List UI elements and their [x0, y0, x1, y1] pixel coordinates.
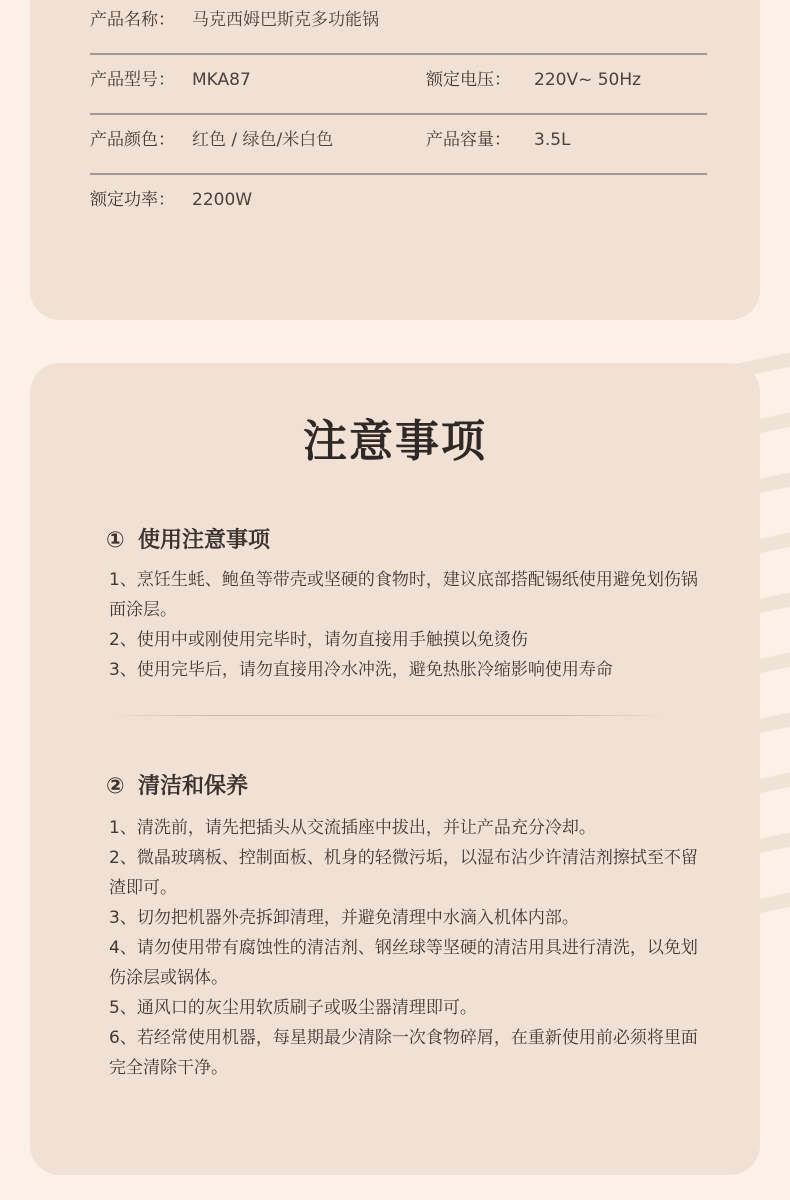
spec-value: 马克西姆巴斯克多功能锅 [192, 10, 379, 30]
list-item: 4、请勿使用带有腐蚀性的清洁剂、钢丝球等坚硬的清洁用具进行清洗，以免划伤涂层或锅体。 [109, 938, 698, 988]
spec-label: 产品型号： [90, 70, 175, 90]
section-heading-usage [106, 523, 270, 554]
spec-label: 额定功率： [90, 190, 175, 210]
section-divider [108, 715, 668, 716]
section-body-usage [109, 565, 709, 685]
spec-label: 产品颜色： [90, 130, 175, 150]
spec-label: 产品容量： [426, 130, 511, 150]
spec-value: MKA87 [192, 70, 251, 90]
list-item: 2、微晶玻璃板、控制面板、机身的轻微污垢，以湿布沾少许清洁剂擦拭至不留渣即可。 [109, 848, 698, 898]
section-heading-cleaning [106, 769, 248, 800]
section-title: 清洁和保养 [138, 774, 249, 799]
section-number: ② [106, 774, 125, 799]
spec-label: 产品名称： [90, 10, 175, 30]
list-item: 1、清洗前，请先把插头从交流插座中拔出，并让产品充分冷却。 [109, 818, 596, 838]
list-item: 1、烹饪生蚝、鲍鱼等带壳或坚硬的食物时，建议底部搭配锡纸使用避免划伤锅面涂层。 [109, 570, 698, 620]
spec-row-color [90, 128, 707, 175]
spec-value: 220V~ 50Hz [534, 70, 642, 90]
list-item: 3、使用完毕后，请勿直接用冷水冲洗，避免热胀冷缩影响使用寿命 [109, 660, 613, 680]
spec-row-power [90, 188, 707, 233]
list-item: 6、若经常使用机器，每星期最少清除一次食物碎屑，在重新使用前必须将里面完全清除干净。 [109, 1028, 698, 1078]
section-title: 使用注意事项 [138, 528, 271, 553]
spec-row-name [90, 8, 707, 55]
spec-value: 3.5L [534, 130, 571, 150]
spec-value: 2200W [192, 190, 253, 210]
list-item: 2、使用中或刚使用完毕时，请勿直接用手触摸以免烫伤 [109, 630, 528, 650]
section-number: ① [106, 528, 125, 553]
specs-card [30, 0, 760, 320]
notes-card [30, 363, 760, 1175]
list-item: 5、通风口的灰尘用软质刷子或吸尘器清理即可。 [109, 998, 477, 1018]
spec-value: 红色 / 绿色/米白色 [192, 130, 334, 150]
list-item: 3、切勿把机器外壳拆卸清理，并避免清理中水滴入机体内部。 [109, 908, 579, 928]
section-body-cleaning [109, 813, 709, 1083]
spec-row-model [90, 68, 707, 115]
notes-title: 注意事项 [303, 416, 487, 467]
spec-label: 额定电压： [426, 70, 511, 90]
